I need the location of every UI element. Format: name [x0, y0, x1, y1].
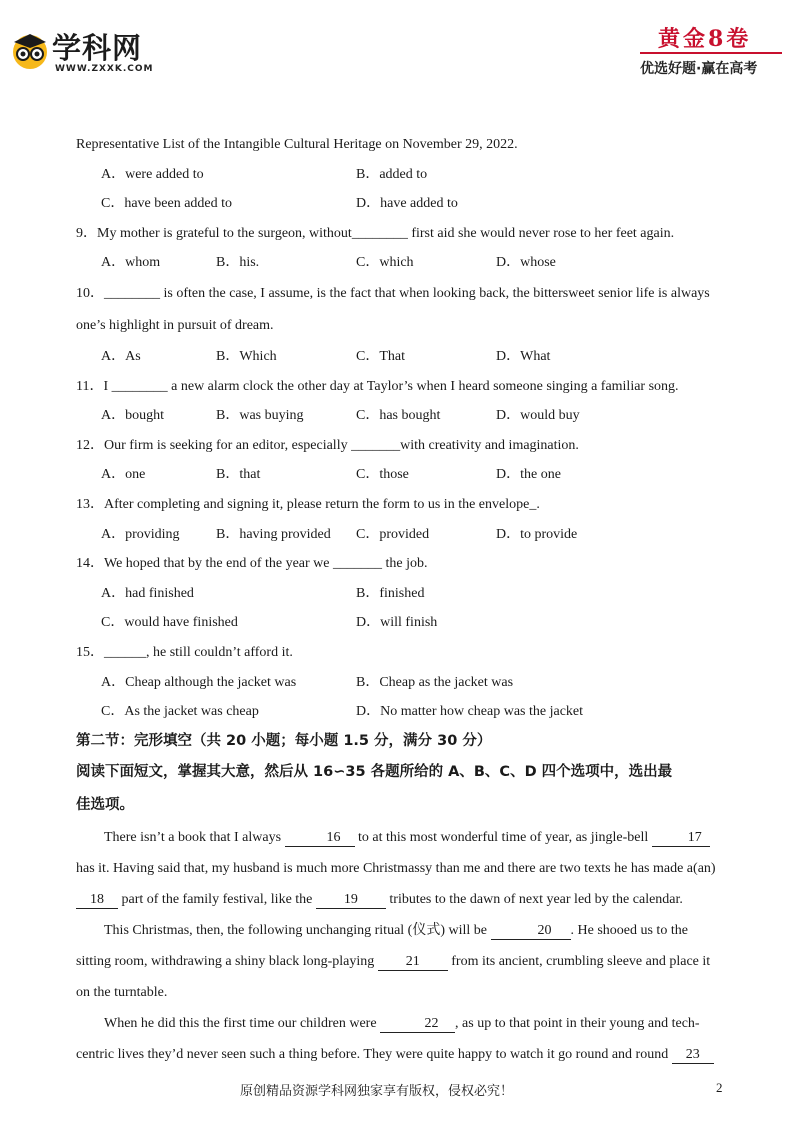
passage-paragraph-3 — [76, 1008, 726, 1070]
option-d: D．whose — [496, 255, 556, 271]
option-c: C．would have finished — [101, 615, 238, 631]
question-14: 14．We hoped that by the end of the year we _______ the job. — [76, 556, 428, 572]
option-a: A．providing — [101, 526, 180, 542]
option-d: D．No matter how cheap was the jacket — [356, 704, 584, 720]
question-10-cont: one’s highlight in pursuit of dream. — [76, 317, 274, 333]
question-12: 12．Our firm is seeking for an editor, especially _______with creativity and imagination. — [76, 437, 579, 453]
option-a: A．had finished — [101, 585, 194, 601]
passage-text: part of the family festival, like the — [121, 892, 313, 908]
blank-23: 23 — [672, 1047, 714, 1064]
passage-text: tributes to the dawn of next year led by the calendar. — [389, 892, 683, 908]
options-row — [76, 520, 726, 550]
option-d: D．the one — [496, 467, 561, 483]
section-instructions-cont: 佳选项。 — [76, 797, 134, 814]
blank-20: 20 — [491, 923, 571, 940]
option-b: B．Which — [216, 348, 277, 364]
options-row — [76, 189, 726, 219]
blank-17: 17 — [652, 830, 710, 847]
option-c: C．which — [356, 255, 414, 271]
option-a: A．whom — [101, 255, 161, 271]
option-a: A．were added to — [101, 166, 204, 182]
section-title: 第二节：完形填空（共 20 小题；每小题 1.5 分，满分 30 分） — [76, 732, 492, 749]
question-9: 9．My mother is grateful to the surgeon, without________ first aid she would never rose to her feet again. — [76, 225, 675, 241]
option-c: C．those — [356, 467, 409, 483]
text-line: Representative List of the Intangible Cultural Heritage on November 29, 2022. — [76, 137, 518, 152]
option-a: A．one — [101, 467, 146, 483]
brand-subtitle: 优选好题·赢在高考 — [640, 61, 758, 77]
option-b: B．was buying — [216, 408, 304, 424]
passage-text: , as up to that point in their young and tech- — [455, 1016, 700, 1032]
option-b: B．that — [216, 467, 261, 483]
option-b: B．Cheap as the jacket was — [356, 674, 514, 690]
options-row — [76, 342, 726, 372]
blank-19: 19 — [316, 892, 386, 909]
option-c: C．As the jacket was cheap — [101, 704, 259, 720]
logo-owl-icon — [10, 30, 50, 70]
options-row — [76, 668, 726, 698]
section-instructions: 阅读下面短文，掌握其大意，然后从 16∽35 各题所给的 A、B、C、D 四个选项中，选出最 — [76, 764, 673, 781]
page-number: 2 — [716, 1080, 723, 1095]
copyright-notice: 原创精品资源学科网独家享有版权，侵权必究！ — [240, 1083, 514, 1098]
blank-22: 22 — [380, 1016, 455, 1033]
blank-16: 16 — [285, 830, 355, 847]
option-d: D．will finish — [356, 615, 438, 631]
passage-text: sitting room, withdrawing a shiny black long-playing — [76, 954, 375, 970]
passage-text: on the turntable. — [76, 985, 168, 1001]
options-row — [76, 608, 726, 638]
passage-text: When he did this the first time our children were — [104, 1016, 377, 1032]
options-row — [76, 697, 726, 727]
option-d: D．have added to — [356, 196, 458, 212]
option-d: D．to provide — [496, 526, 578, 542]
option-b: B．having provided — [216, 526, 331, 542]
options-row — [76, 579, 726, 609]
option-b: B．finished — [356, 585, 425, 601]
passage-text: There isn’t a book that I always — [104, 830, 282, 846]
options-row — [76, 460, 726, 490]
option-a: A．bought — [101, 408, 164, 424]
blank-21: 21 — [378, 954, 448, 971]
option-a: A．Cheap although the jacket was — [101, 674, 297, 690]
passage-paragraph-2 — [76, 915, 726, 1008]
document-body — [76, 130, 726, 1070]
blank-18: 18 — [76, 892, 118, 909]
logo-text: 学科网 — [52, 31, 143, 65]
brand-title: 黄金8卷 — [658, 26, 752, 52]
page-header — [0, 0, 800, 90]
option-d: D．would buy — [496, 408, 580, 424]
passage-text: to at this most wonderful time of year, as jingle-bell — [358, 830, 649, 846]
option-c: C．provided — [356, 526, 430, 542]
option-c: C．has bought — [356, 408, 441, 424]
passage-text: centric lives they’d never seen such a thing before. They were quite happy to watch it go round and round — [76, 1047, 669, 1063]
question-11: 11．I ________ a new alarm clock the other day at Taylor’s when I heard someone singing a familiar song. — [76, 378, 679, 394]
passage-text: . He shooed us to the — [570, 923, 688, 939]
option-b: B．added to — [356, 166, 428, 182]
brand-divider — [640, 52, 782, 54]
logo-url: WWW.ZXXK.COM — [55, 64, 154, 74]
passage-text: from its ancient, crumbling sleeve and place it — [451, 954, 711, 970]
options-row — [76, 160, 726, 190]
option-c: C．have been added to — [101, 196, 233, 212]
question-13: 13．After completing and signing it, please return the form to us in the envelope_. — [76, 496, 540, 512]
options-row — [76, 401, 726, 431]
option-c: C．That — [356, 348, 405, 364]
question-10: 10．________ is often the case, I assume, is the fact that when looking back, the bittersweet senior life is always — [76, 285, 710, 301]
option-a: A．As — [101, 348, 141, 364]
passage-text: has it. Having said that, my husband is much more Christmassy than me and there are two texts he has made a(an) — [76, 861, 716, 877]
passage-text: This Christmas, then, the following unchanging ritual (仪式) will be — [104, 923, 487, 939]
passage-paragraph-1 — [76, 822, 726, 915]
question-15: 15．______, he still couldn’t afford it. — [76, 644, 293, 660]
option-d: D．What — [496, 348, 551, 364]
options-row — [76, 248, 726, 278]
option-b: B．his. — [216, 255, 260, 271]
